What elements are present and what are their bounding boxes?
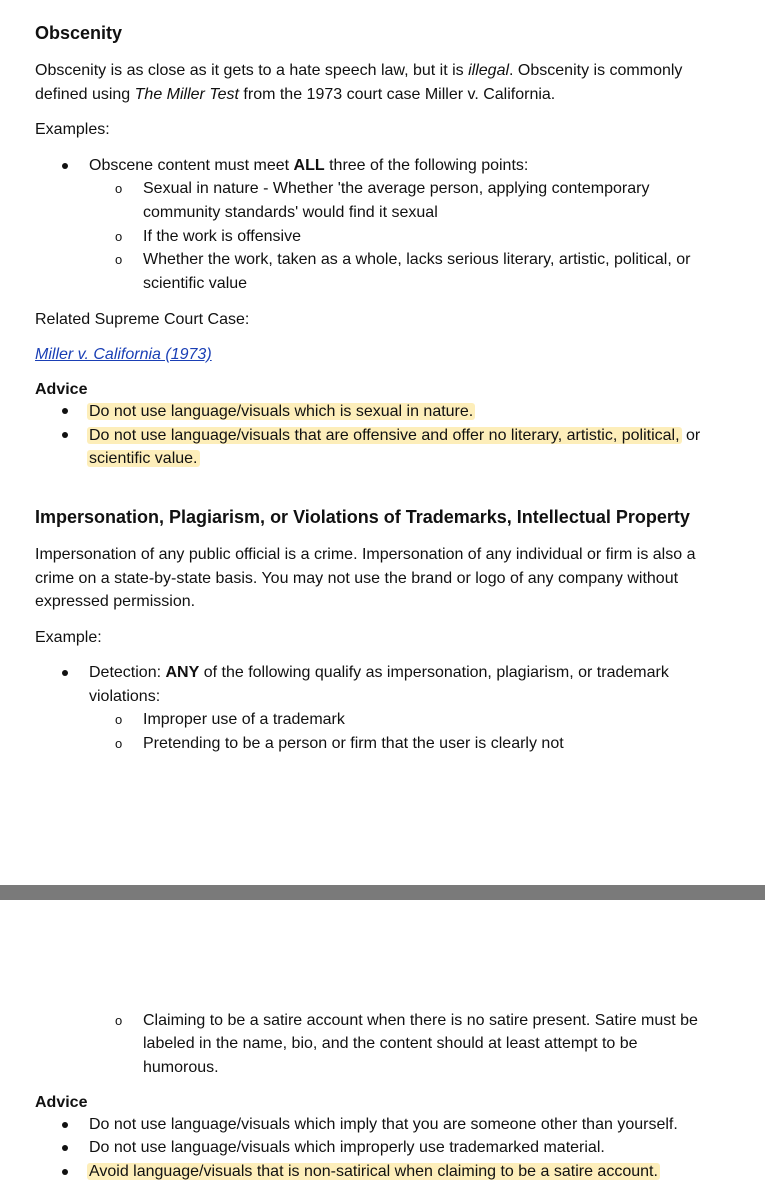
- detection-text: Detection:: [89, 664, 166, 681]
- impersonation-heading: Impersonation, Plagiarism, or Violations of Trademarks, Intellectual Property: [35, 507, 690, 527]
- obscenity-intro-line-2: [35, 83, 555, 107]
- intro-text: . Obscenity is commonly: [509, 62, 683, 79]
- detection-sub-3c: humorous.: [143, 1059, 219, 1076]
- highlighted-text: scientific value.: [89, 450, 198, 467]
- bullet-icon: [62, 408, 68, 414]
- obscenity-intro-line-1: [35, 59, 682, 83]
- examples-label: Examples:: [35, 121, 110, 138]
- bullet-icon: [62, 1145, 68, 1151]
- intro-illegal: illegal: [468, 62, 510, 79]
- obscenity-advice-2a: [87, 424, 700, 448]
- impersonation-intro-3: expressed permission.: [35, 593, 196, 610]
- highlighted-text: Do not use language/visuals which is sexual in nature.: [89, 403, 474, 420]
- bullet-icon: [62, 1169, 68, 1175]
- sub-point-3a: Whether the work, taken as a whole, lacks serious literary, artistic, political, or: [143, 251, 691, 268]
- bullet-icon: [62, 163, 68, 169]
- point-text: three of the following points:: [324, 157, 529, 174]
- detection-sub-3b: labeled in the name, bio, and the content should at least attempt to be: [143, 1035, 638, 1052]
- sub-point-1b: community standards' would find it sexual: [143, 204, 438, 221]
- detection-text: of the following qualify as impersonation, plagiarism, or trademark: [199, 664, 669, 681]
- advice-text: or: [681, 427, 701, 444]
- page-break: [0, 885, 765, 900]
- intro-text: defined using: [35, 86, 135, 103]
- sub-point-3b: scientific value: [143, 275, 248, 292]
- bullet-icon: [62, 432, 68, 438]
- impersonation-intro-2: crime on a state-by-state basis. You may not use the brand or logo of any company without: [35, 570, 679, 587]
- impersonation-intro-1: Impersonation of any public official is a crime. Impersonation of any individual or firm is also a: [35, 546, 696, 563]
- impersonation-advice-3: [87, 1160, 660, 1184]
- highlighted-text: Avoid language/visuals that is non-satirical when claiming to be a satire account.: [89, 1163, 658, 1180]
- detection-sub-2: Pretending to be a person or firm that the user is clearly not: [143, 735, 564, 752]
- detection-line-2: violations:: [89, 688, 161, 705]
- circle-bullet-icon: o: [115, 712, 123, 727]
- obscenity-heading: Obscenity: [35, 23, 123, 43]
- detection-sub-1: Improper use of a trademark: [143, 711, 345, 728]
- detection-sub-3a: Claiming to be a satire account when there is no satire present. Satire must be: [143, 1012, 698, 1029]
- obscenity-point-1: [89, 154, 528, 178]
- sub-point-1a: Sexual in nature - Whether 'the average person, applying contemporary: [143, 180, 650, 197]
- obscenity-advice-1: [87, 400, 475, 424]
- circle-bullet-icon: o: [115, 736, 123, 751]
- detection-line-1: [89, 661, 669, 685]
- sub-point-2: If the work is offensive: [143, 228, 301, 245]
- intro-text: Obscenity is as close as it gets to a hate speech law, but it is: [35, 62, 469, 79]
- highlighted-text: Do not use language/visuals that are offensive and offer no literary, artistic, political,: [89, 427, 680, 444]
- point-text: Obscene content must meet: [89, 157, 294, 174]
- impersonation-advice-1: Do not use language/visuals which imply that you are someone other than yourself.: [89, 1116, 678, 1133]
- circle-bullet-icon: o: [115, 181, 123, 196]
- circle-bullet-icon: o: [115, 229, 123, 244]
- impersonation-advice-2: Do not use language/visuals which improperly use trademarked material.: [89, 1139, 605, 1156]
- impersonation-advice-label: Advice: [35, 1094, 88, 1111]
- intro-miller-test: The Miller Test: [134, 86, 239, 103]
- intro-text: from the 1973 court case Miller v. California.: [238, 86, 556, 103]
- circle-bullet-icon: o: [115, 1013, 123, 1028]
- point-bold: ALL: [293, 157, 325, 174]
- bullet-icon: [62, 670, 68, 676]
- example-label: Example:: [35, 629, 102, 646]
- obscenity-advice-2b: [87, 447, 200, 471]
- obscenity-advice-label: Advice: [35, 381, 88, 398]
- detection-bold: ANY: [165, 664, 200, 681]
- circle-bullet-icon: o: [115, 252, 123, 267]
- bullet-icon: [62, 1122, 68, 1128]
- related-case-label: Related Supreme Court Case:: [35, 311, 250, 328]
- miller-case-link[interactable]: Miller v. California (1973): [35, 346, 212, 363]
